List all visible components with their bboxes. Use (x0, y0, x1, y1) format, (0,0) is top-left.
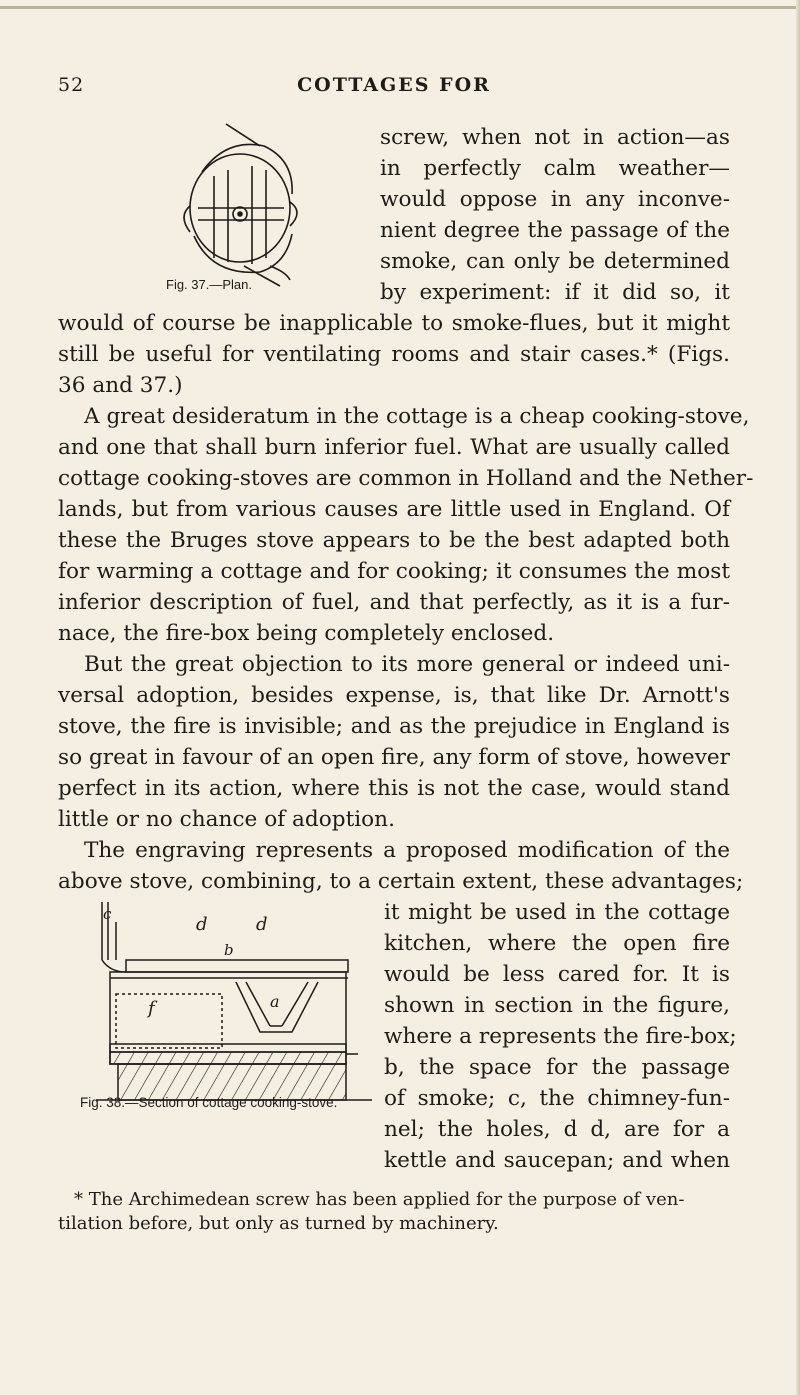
figure-38-caption: Fig. 38.—Section of cottage cooking-stove. (80, 1095, 338, 1110)
label-d-left: d (196, 914, 208, 935)
text-line: nient degree the passage of the (380, 218, 730, 243)
figure-37-plan (168, 116, 338, 302)
text-line: these the Bruges stove appears to be the best adapted both (58, 528, 730, 553)
text-line: would of course be inapplicable to smoke-flues, but it might (58, 311, 730, 336)
running-head: COTTAGES FOR (297, 74, 491, 96)
text-line: inferior description of fuel, and that perfectly, as it is a fur- (58, 590, 730, 615)
text-line: it might be used in the cottage (384, 900, 730, 925)
text-line: would oppose in any inconve- (380, 187, 730, 212)
page-right-edge (796, 0, 800, 1395)
figure-37-caption: Fig. 37.—Plan. (166, 277, 252, 292)
text-line: for warming a cottage and for cooking; it consumes the most (58, 559, 730, 584)
label-b: b (224, 941, 234, 959)
text-line: still be useful for ventilating rooms and stair cases.* (Figs. (58, 342, 730, 367)
text-line: 36 and 37.) (58, 373, 183, 398)
text-line: screw, when not in action—as (380, 125, 730, 150)
footnote-line: tilation before, but only as turned by machinery. (58, 1213, 499, 1234)
text-line: in perfectly calm weather— (380, 156, 730, 181)
text-line: nace, the fire-box being completely enclosed. (58, 621, 555, 646)
text-line: kettle and saucepan; and when (384, 1148, 730, 1173)
text-line: shown in section in the figure, (384, 993, 730, 1018)
label-d-right: d (256, 914, 268, 935)
label-a: a (270, 992, 280, 1011)
text-line: of smoke; c, the chimney-fun- (384, 1086, 730, 1111)
footnote-line: * The Archimedean screw has been applied for the purpose of ven- (74, 1189, 685, 1210)
figure-38-section (96, 902, 372, 1102)
text-line: But the great objection to its more general or indeed uni- (84, 652, 730, 677)
text-line: A great desideratum in the cottage is a cheap cooking-stove, (84, 404, 750, 429)
text-line: stove, the fire is invisible; and as the prejudice in England is (58, 714, 730, 739)
text-line: versal adoption, besides expense, is, that like Dr. Arnott's (58, 683, 730, 708)
text-line: b, the space for the passage (384, 1055, 730, 1080)
text-line: kitchen, where the open fire (384, 931, 730, 956)
text-line: above stove, combining, to a certain extent, these advantages; (58, 869, 744, 894)
text-line: by experiment: if it did so, it (380, 280, 730, 305)
text-line: little or no chance of adoption. (58, 807, 395, 832)
text-line: lands, but from various causes are little used in England. Of (58, 497, 730, 522)
label-f: f (148, 998, 155, 1019)
text-line: and one that shall burn inferior fuel. What are usually called (58, 435, 730, 460)
text-line: cottage cooking-stoves are common in Holland and the Nether- (58, 466, 754, 491)
text-line: so great in favour of an open fire, any form of stove, however (58, 745, 730, 770)
page-header (58, 74, 730, 104)
text-line: would be less cared for. It is (384, 962, 730, 987)
text-line: smoke, can only be determined (380, 249, 730, 274)
text-line: perfect in its action, where this is not the case, would stand (58, 776, 730, 801)
label-c: c (103, 905, 112, 923)
text-line: where a represents the fire-box; (384, 1024, 737, 1049)
text-line: The engraving represents a proposed modification of the (84, 838, 730, 863)
page-number: 52 (58, 74, 85, 96)
page-top-edge (0, 6, 800, 9)
text-line: nel; the holes, d d, are for a (384, 1117, 730, 1142)
